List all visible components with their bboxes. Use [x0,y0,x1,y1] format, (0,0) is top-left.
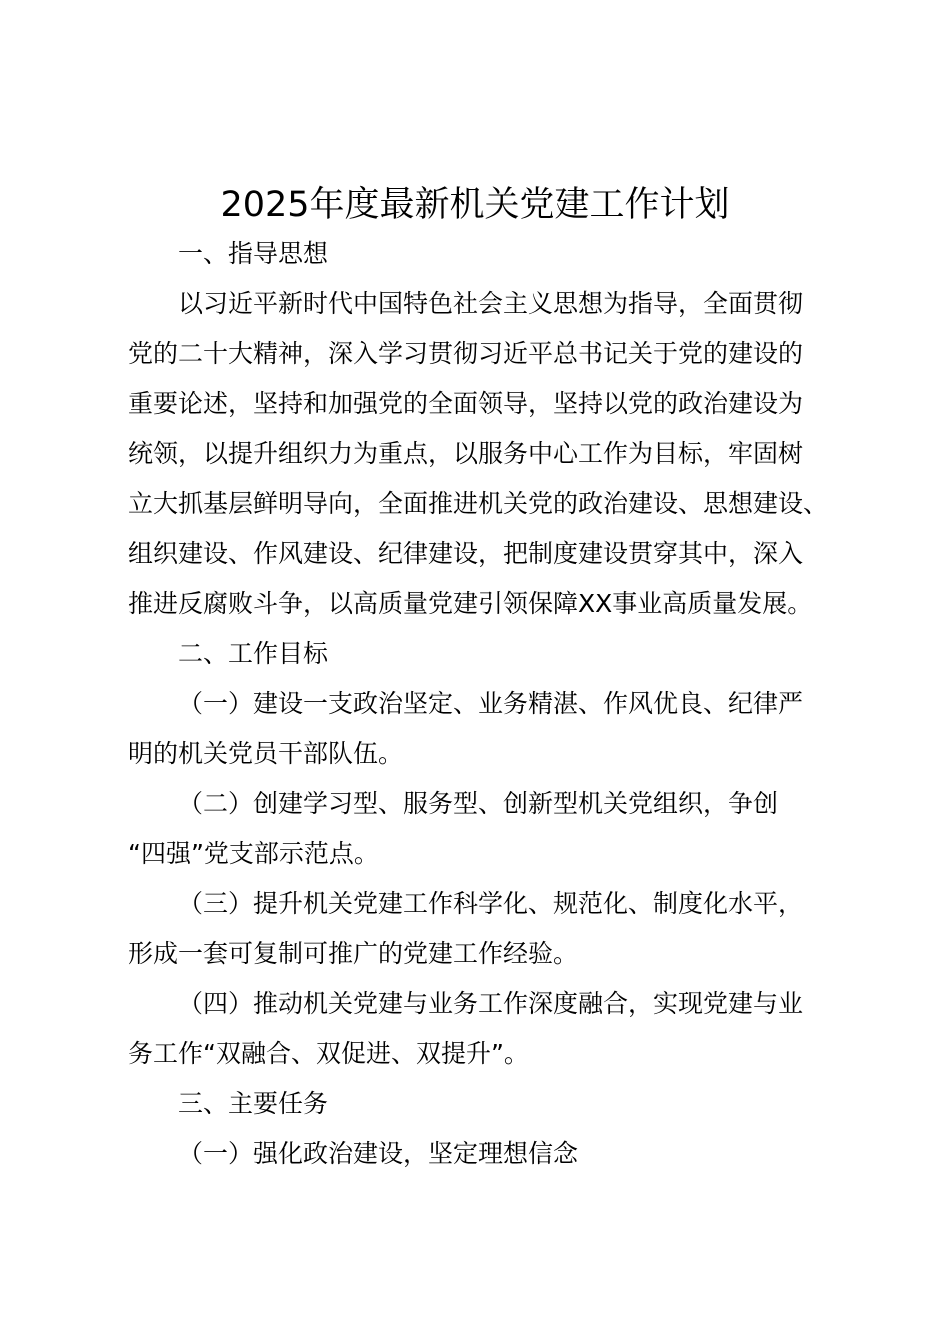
paragraph-line: 推进反腐败斗争，以高质量党建引领保障XX事业高质量发展。 [128,589,813,618]
section-heading-main-tasks: 三、主要任务 [178,1089,329,1118]
paragraph-line: “四强”党支部示范点。 [128,839,379,868]
paragraph-line: 务工作“双融合、双促进、双提升”。 [128,1039,529,1068]
paragraph-line: 以习近平新时代中国特色社会主义思想为指导，全面贯彻 [178,289,804,318]
paragraph-line: （四）推动机关党建与业务工作深度融合，实现党建与业 [178,989,804,1018]
paragraph-line: （一）建设一支政治坚定、业务精湛、作风优良、纪律严 [178,689,804,718]
paragraph-line: 统领，以提升组织力为重点，以服务中心工作为目标，牢固树 [128,439,804,468]
paragraph-line: 重要论述，坚持和加强党的全面领导，坚持以党的政治建设为 [128,389,804,418]
paragraph-line: 党的二十大精神，深入学习贯彻习近平总书记关于党的建设的 [128,339,804,368]
section-heading-guiding-ideology: 一、指导思想 [178,239,329,268]
paragraph-line: 组织建设、作风建设、纪律建设，把制度建设贯穿其中，深入 [128,539,804,568]
paragraph-line: （二）创建学习型、服务型、创新型机关党组织，争创 [178,789,779,818]
paragraph-line: 明的机关党员干部队伍。 [128,739,404,768]
document-title: 2025年度最新机关党建工作计划 [220,185,730,225]
paragraph-line: 立大抓基层鲜明导向，全面推进机关党的政治建设、思想建设、 [128,489,829,518]
subsection-heading: （一）强化政治建设，坚定理想信念 [178,1139,579,1168]
section-heading-work-goals: 二、工作目标 [178,639,329,668]
paragraph-line: 形成一套可复制可推广的党建工作经验。 [128,939,579,968]
paragraph-line: （三）提升机关党建工作科学化、规范化、制度化水平， [178,889,804,918]
